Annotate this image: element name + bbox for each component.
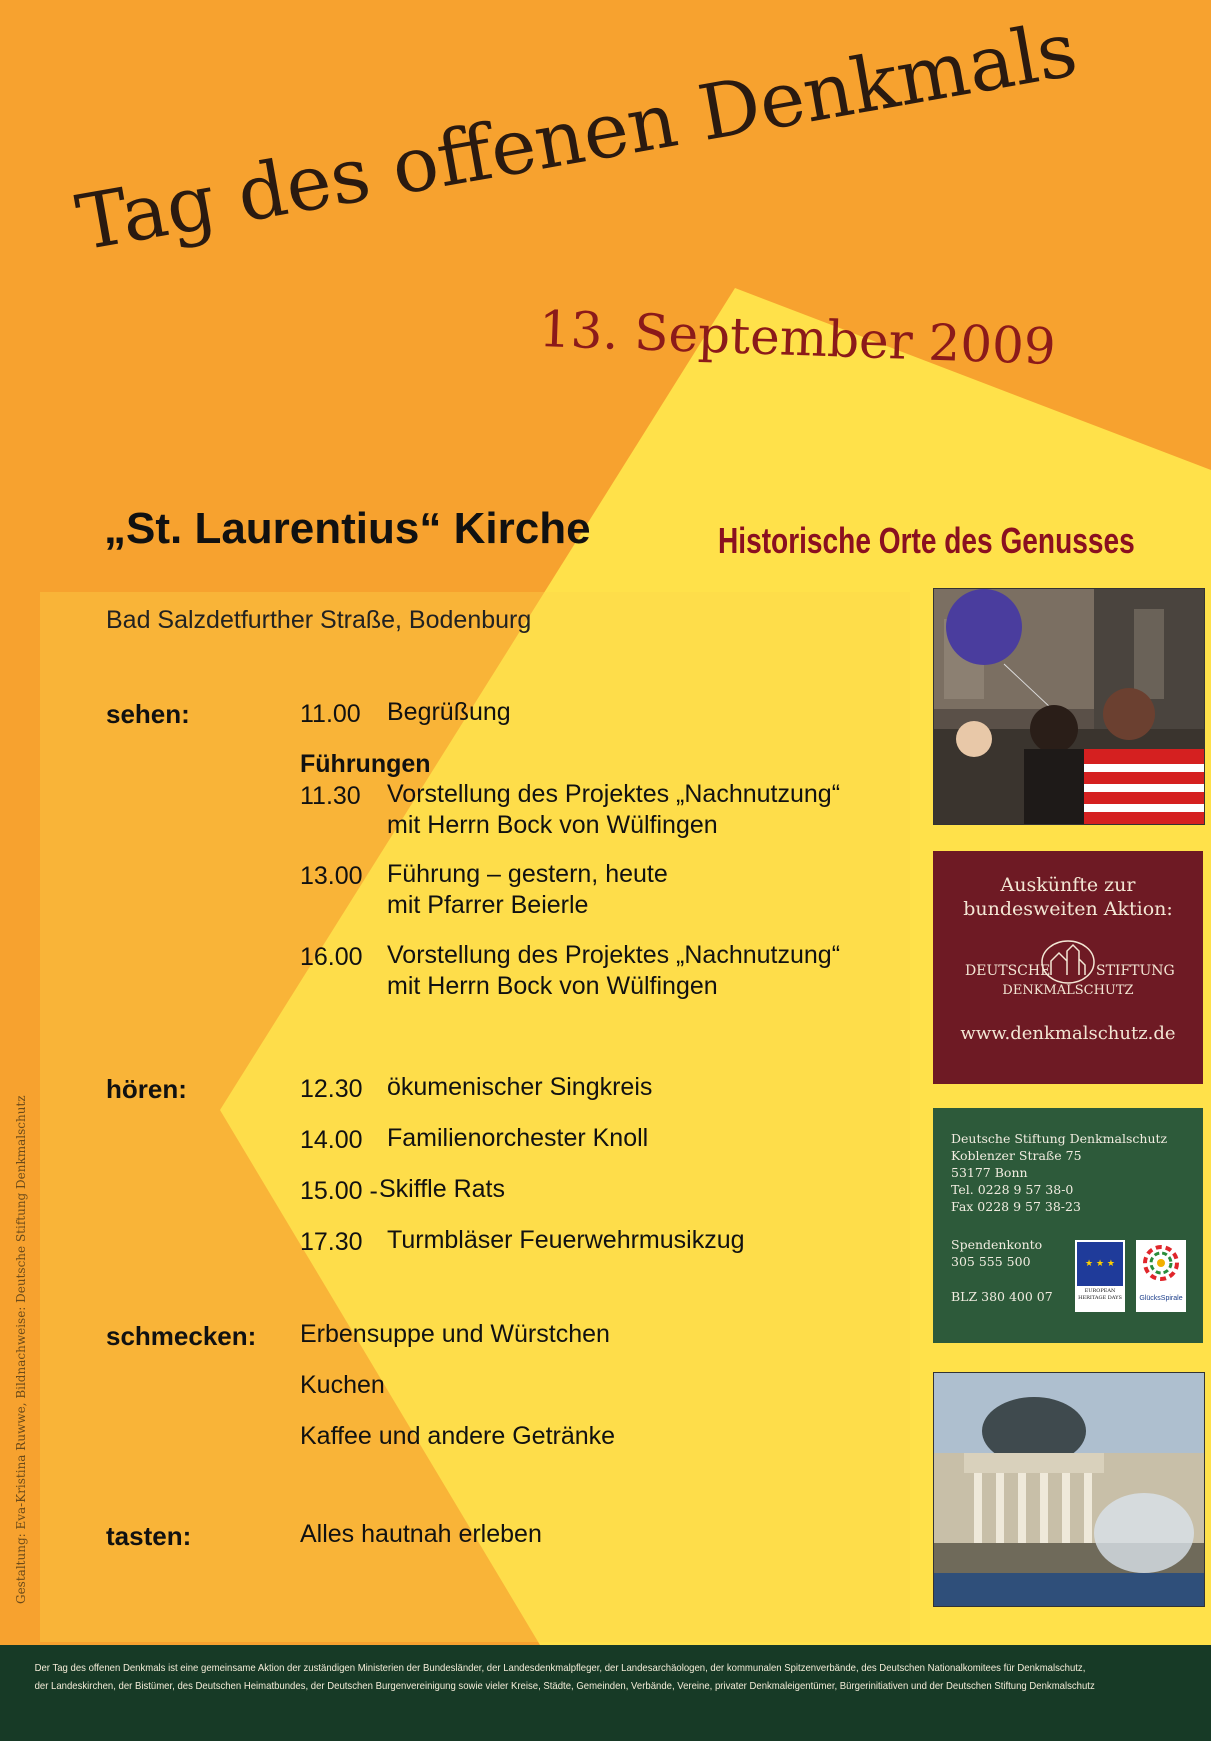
schmecken-item: Kuchen bbox=[300, 1371, 385, 1399]
info-url[interactable]: www.denkmalschutz.de bbox=[960, 1023, 1176, 1044]
eu-heritage-logo bbox=[1075, 1240, 1125, 1312]
hoeren-text: Turmbläser Feuerwehrmusikzug bbox=[387, 1226, 745, 1254]
building-photo bbox=[933, 1372, 1205, 1607]
hoeren-text: Skiffle Rats bbox=[379, 1175, 505, 1203]
tours-heading: Führungen bbox=[300, 750, 431, 778]
content-panel bbox=[40, 592, 910, 1642]
address: Bad Salzdetfurther Straße, Bodenburg bbox=[106, 606, 532, 634]
category-hoeren: hören: bbox=[106, 1074, 187, 1104]
tour-text: Vorstellung des Projektes „Nachnutzung“ mit Herrn Bock von Wülfingen bbox=[387, 780, 841, 839]
info-heading-line2: bundesweiten Aktion: bbox=[963, 898, 1173, 920]
tour-time: 13.00 bbox=[300, 862, 363, 890]
hoeren-time: 14.00 bbox=[300, 1126, 363, 1154]
info-heading-line1: Auskünfte zur bbox=[1000, 874, 1136, 896]
church-name: „St. Laurentius“ Kirche bbox=[104, 504, 591, 553]
schmecken-item: Kaffee und andere Getränke bbox=[300, 1422, 616, 1450]
tour-text: Führung – gestern, heute mit Pfarrer Beierle bbox=[387, 860, 668, 919]
hoeren-time: 17.30 bbox=[300, 1228, 363, 1256]
schmecken-item: Erbensuppe und Würstchen bbox=[300, 1320, 610, 1348]
event-motto: Historische Orte des Genusses bbox=[718, 520, 1135, 561]
hoeren-text: Familienorchester Knoll bbox=[387, 1124, 649, 1152]
footer-line2: der Landeskirchen, der Bistümer, des Deutschen Heimatbundes, der Deutschen Burgenvereinigung sowie vieler Kreise, Städte, Gemeinden, Verbände, Vereine, privater Denkmaleigentümer, Bürgerinitiativen und der Deutschen Stiftung Denkmalschutz bbox=[34, 1680, 1095, 1692]
eu-stars-icon: ★ ★ ★ bbox=[1077, 1242, 1123, 1286]
design-credit: Gestaltung: Eva-Kristina Ruwwe, Bildnachweise: Deutsche Stiftung Denkmalschutz bbox=[14, 1095, 28, 1604]
crowd-photo bbox=[933, 588, 1205, 825]
tasten-text: Alles hautnah erleben bbox=[300, 1520, 542, 1548]
gluecksspirale-logo bbox=[1136, 1240, 1186, 1312]
tour-time: 11.30 bbox=[300, 782, 361, 810]
contact-address: Deutsche Stiftung Denkmalschutz Koblenzer Straße 75 53177 Bonn Tel. 0228 9 57 38-0 Fax 0228 9 57 38-23 bbox=[951, 1131, 1168, 1214]
spirale-text: GlücksSpirale bbox=[1139, 1295, 1183, 1302]
hoeren-time: 15.00 - bbox=[300, 1177, 378, 1205]
bank-code: BLZ 380 400 07 bbox=[951, 1289, 1053, 1304]
spiral-icon bbox=[1136, 1240, 1186, 1286]
logo-right-text: STIFTUNG bbox=[1096, 963, 1175, 979]
info-box bbox=[933, 851, 1203, 1084]
time-welcome: 11.00 bbox=[300, 700, 361, 728]
category-sehen: sehen: bbox=[106, 699, 190, 729]
donation-account: Spendenkonto 305 555 500 bbox=[951, 1237, 1043, 1269]
poster-title: Tag des offenen Denkmals bbox=[70, 4, 1084, 268]
hoeren-time: 12.30 bbox=[300, 1075, 363, 1103]
hoeren-text: ökumenischer Singkreis bbox=[387, 1073, 653, 1101]
tour-text: Vorstellung des Projektes „Nachnutzung“ mit Herrn Bock von Wülfingen bbox=[387, 941, 841, 1000]
logo-bottom-text: DENKMALSCHUTZ bbox=[1002, 983, 1134, 998]
eu-logo-text: EUROPEAN HERITAGE DAYS bbox=[1078, 1288, 1122, 1301]
footer-line1: Der Tag des offenen Denkmals ist eine gemeinsame Aktion der zuständigen Ministerien der Bundesländer, der Landesdenkmalpfleger, der Landesarchäologen, der kommunalen Spitzenverbände, des Deutschen Nationalkomitees für Denkmalschutz, bbox=[34, 1662, 1086, 1674]
logo-left-text: DEUTSCHE bbox=[965, 963, 1051, 979]
footer bbox=[0, 1645, 1211, 1741]
contact-box bbox=[933, 1108, 1203, 1343]
tour-time: 16.00 bbox=[300, 943, 363, 971]
stiftung-logo bbox=[933, 933, 1203, 1007]
category-schmecken: schmecken: bbox=[106, 1321, 257, 1351]
category-tasten: tasten: bbox=[106, 1521, 192, 1551]
event-date: 13. September 2009 bbox=[537, 300, 1057, 377]
text-welcome: Begrüßung bbox=[387, 698, 511, 726]
